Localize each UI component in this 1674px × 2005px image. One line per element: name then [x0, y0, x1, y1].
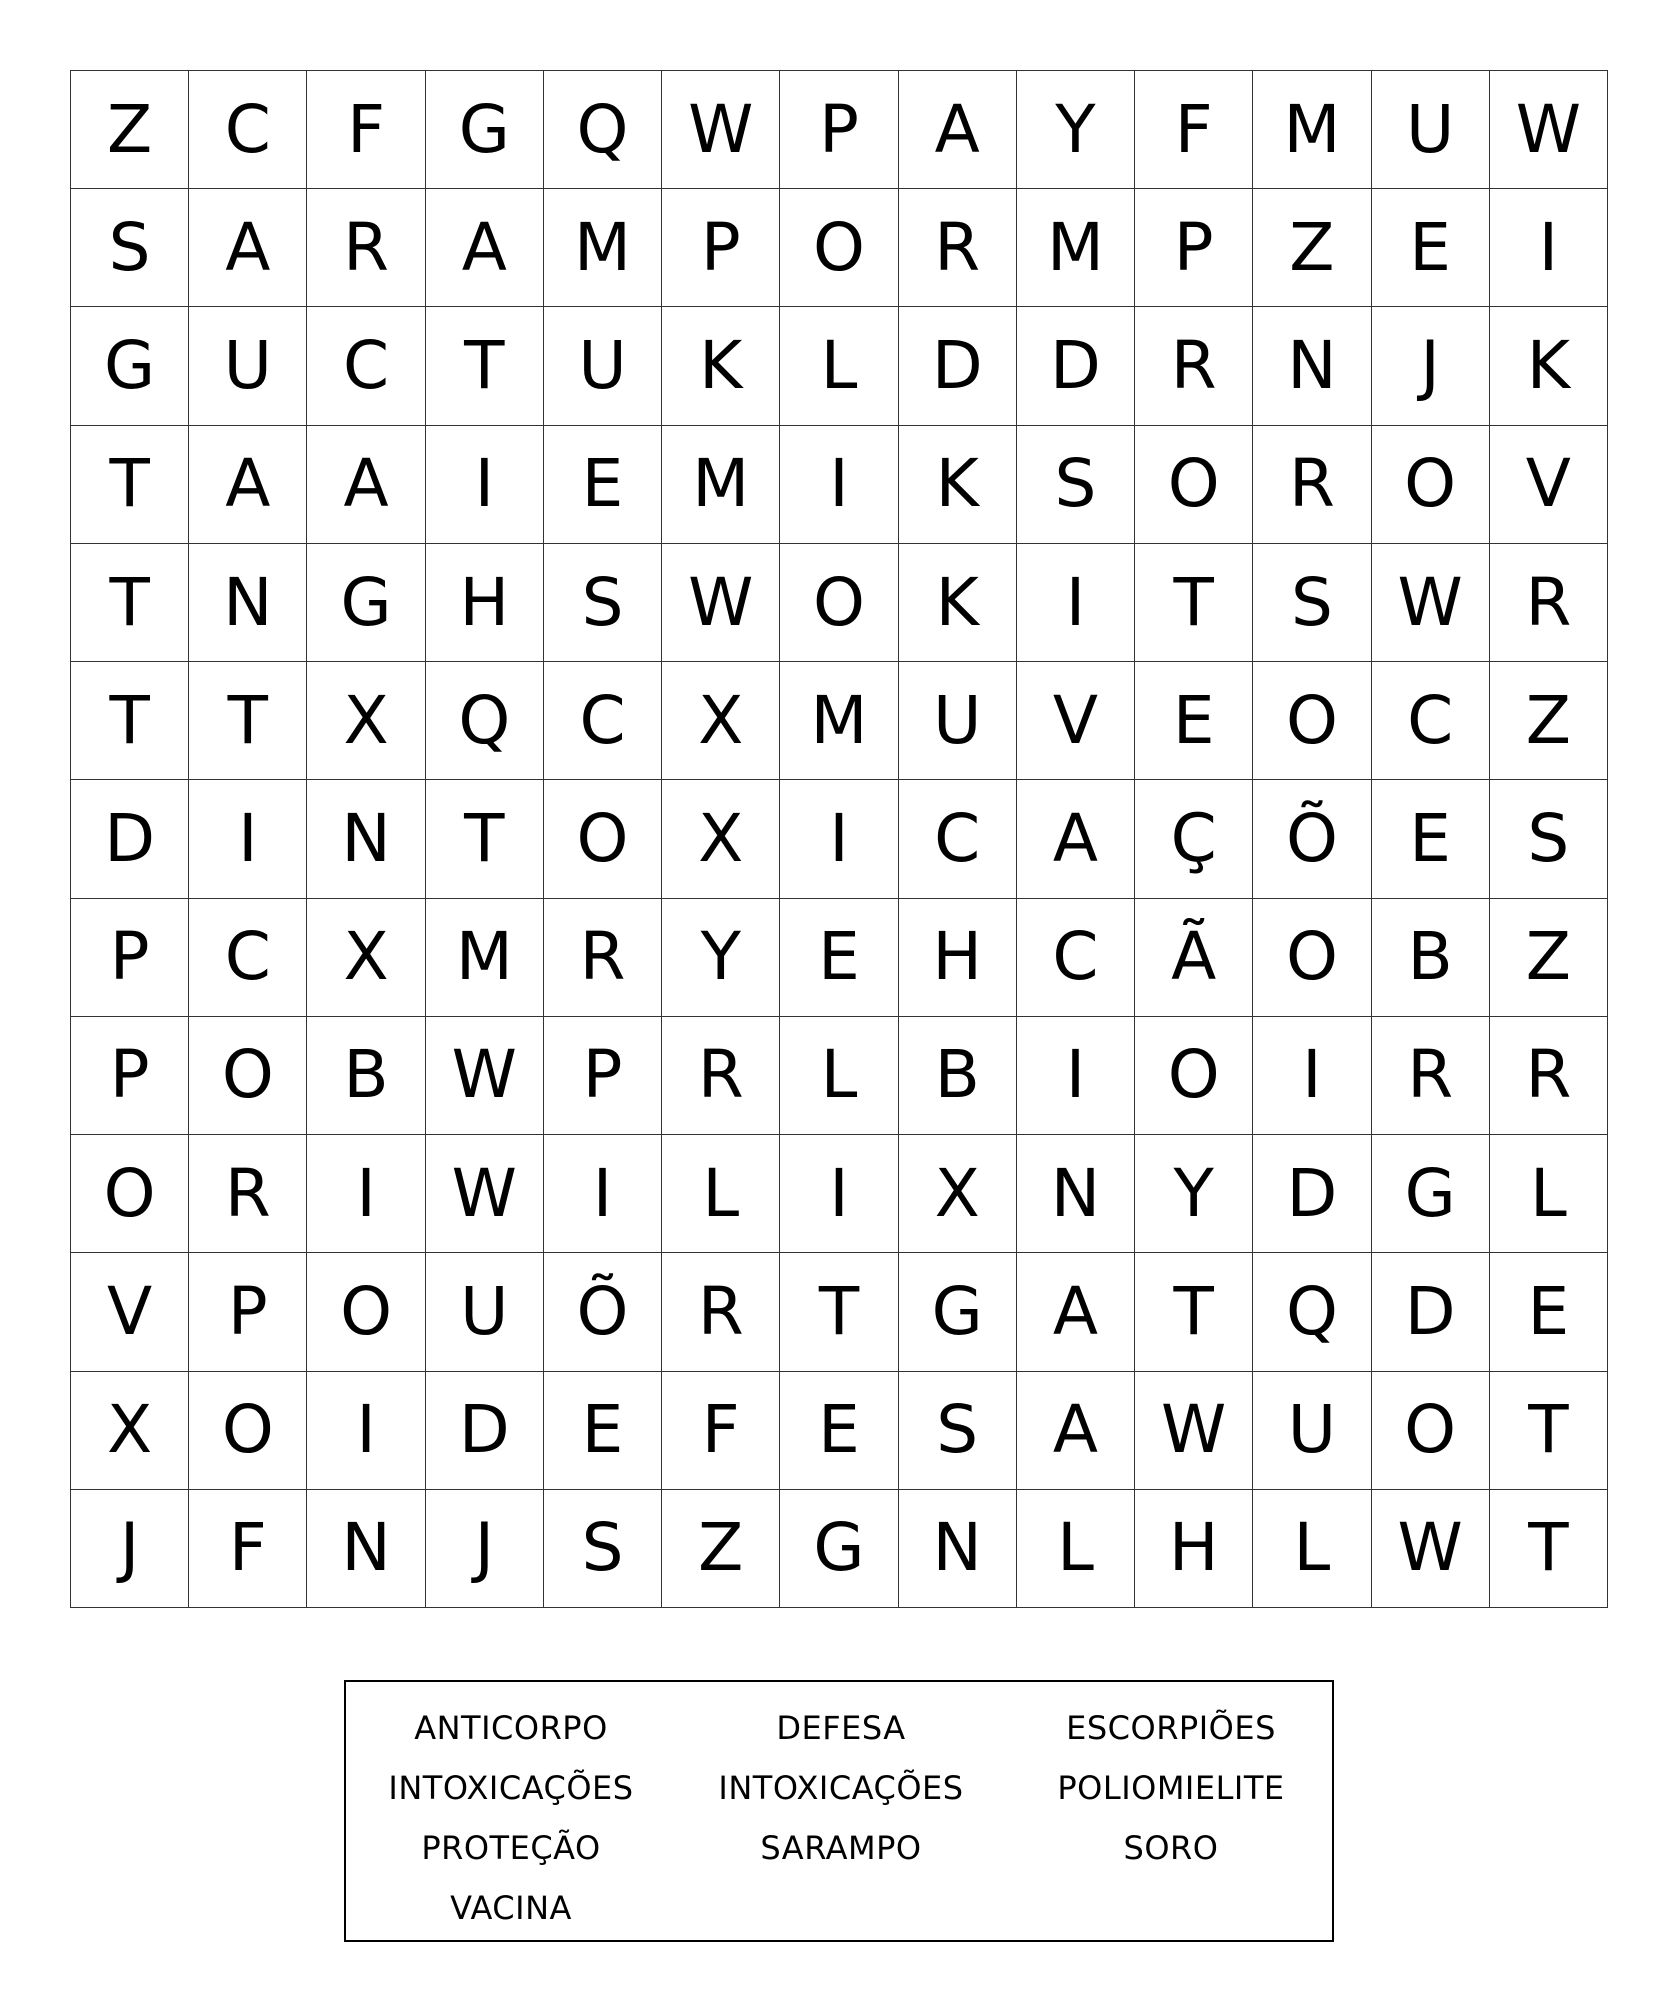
grid-cell[interactable]: R [307, 189, 425, 307]
grid-cell[interactable]: Y [1135, 1135, 1253, 1253]
grid-cell[interactable]: B [307, 1017, 425, 1135]
grid-cell[interactable]: F [1135, 71, 1253, 189]
grid-cell[interactable]: L [662, 1135, 780, 1253]
grid-cell[interactable]: J [1372, 307, 1490, 425]
grid-cell[interactable]: R [1490, 544, 1608, 662]
word-list-box [344, 1680, 1334, 1942]
grid-cell[interactable]: O [1372, 426, 1490, 544]
grid-cell[interactable]: O [1135, 426, 1253, 544]
grid-cell[interactable]: X [662, 662, 780, 780]
grid-cell[interactable]: I [189, 780, 307, 898]
grid-cell[interactable]: S [899, 1372, 1017, 1490]
grid-cell[interactable]: T [1490, 1372, 1608, 1490]
grid-cell[interactable]: C [899, 780, 1017, 898]
grid-cell[interactable]: L [1490, 1135, 1608, 1253]
grid-cell[interactable]: C [1372, 662, 1490, 780]
grid-cell[interactable]: V [1490, 426, 1608, 544]
grid-cell[interactable]: A [307, 426, 425, 544]
word-item: INTOXICAÇÕES [388, 1769, 634, 1807]
grid-cell[interactable]: D [1253, 1135, 1371, 1253]
grid-cell[interactable]: R [1135, 307, 1253, 425]
grid-cell[interactable]: X [307, 899, 425, 1017]
grid-cell[interactable]: M [780, 662, 898, 780]
grid-cell[interactable]: O [1372, 1372, 1490, 1490]
grid-cell[interactable]: H [899, 899, 1017, 1017]
grid-cell[interactable]: D [426, 1372, 544, 1490]
grid-cell[interactable]: J [71, 1490, 189, 1608]
grid-cell[interactable]: O [1253, 662, 1371, 780]
grid-cell[interactable]: S [1253, 544, 1371, 662]
grid-cell[interactable]: K [899, 426, 1017, 544]
grid-cell[interactable]: N [1017, 1135, 1135, 1253]
grid-cell[interactable]: W [1135, 1372, 1253, 1490]
word-item: SORO [1123, 1829, 1219, 1867]
grid-cell[interactable]: H [426, 544, 544, 662]
grid-cell[interactable]: C [307, 307, 425, 425]
grid-cell[interactable]: E [1135, 662, 1253, 780]
letter-grid [70, 70, 1608, 1608]
grid-cell[interactable]: A [189, 426, 307, 544]
grid-cell[interactable]: R [1253, 426, 1371, 544]
grid-cell[interactable]: P [71, 1017, 189, 1135]
grid-cell[interactable]: I [780, 780, 898, 898]
grid-cell[interactable]: T [71, 544, 189, 662]
grid-cell[interactable]: N [899, 1490, 1017, 1608]
word-column-2 [676, 1698, 1006, 1878]
grid-cell[interactable]: Q [544, 71, 662, 189]
grid-cell[interactable]: U [899, 662, 1017, 780]
grid-cell[interactable]: Z [71, 71, 189, 189]
grid-cell[interactable]: H [1135, 1490, 1253, 1608]
grid-cell[interactable]: N [307, 1490, 425, 1608]
grid-cell[interactable]: O [780, 189, 898, 307]
grid-cell[interactable]: O [1253, 899, 1371, 1017]
grid-cell[interactable]: I [1490, 189, 1608, 307]
grid-cell[interactable]: G [71, 307, 189, 425]
grid-cell[interactable]: L [780, 307, 898, 425]
grid-cell[interactable]: B [899, 1017, 1017, 1135]
grid-cell[interactable]: A [1017, 780, 1135, 898]
grid-cell[interactable]: U [426, 1253, 544, 1371]
grid-cell[interactable]: D [71, 780, 189, 898]
grid-cell[interactable]: Õ [1253, 780, 1371, 898]
grid-cell[interactable]: I [1253, 1017, 1371, 1135]
grid-cell[interactable]: Õ [544, 1253, 662, 1371]
grid-cell[interactable]: T [1135, 544, 1253, 662]
grid-cell[interactable]: A [1017, 1372, 1135, 1490]
grid-cell[interactable]: V [71, 1253, 189, 1371]
grid-cell[interactable]: E [544, 1372, 662, 1490]
grid-cell[interactable]: X [662, 780, 780, 898]
grid-cell[interactable]: Q [1253, 1253, 1371, 1371]
grid-cell[interactable]: E [780, 899, 898, 1017]
grid-cell[interactable]: O [189, 1372, 307, 1490]
grid-cell[interactable]: W [1490, 71, 1608, 189]
grid-cell[interactable]: M [1253, 71, 1371, 189]
grid-cell[interactable]: A [1017, 1253, 1135, 1371]
grid-cell[interactable]: I [426, 426, 544, 544]
grid-cell[interactable]: F [307, 71, 425, 189]
grid-cell[interactable]: E [780, 1372, 898, 1490]
grid-cell[interactable]: U [544, 307, 662, 425]
grid-cell[interactable]: M [662, 426, 780, 544]
grid-cell[interactable]: I [780, 1135, 898, 1253]
grid-cell[interactable]: G [1372, 1135, 1490, 1253]
word-column-1 [346, 1698, 676, 1938]
word-item: POLIOMIELITE [1057, 1769, 1285, 1807]
grid-cell[interactable]: Z [662, 1490, 780, 1608]
grid-cell[interactable]: R [899, 189, 1017, 307]
grid-cell[interactable]: K [899, 544, 1017, 662]
grid-cell[interactable]: E [544, 426, 662, 544]
grid-cell[interactable]: T [426, 780, 544, 898]
grid-cell[interactable]: L [1017, 1490, 1135, 1608]
grid-cell[interactable]: I [307, 1372, 425, 1490]
grid-cell[interactable]: K [1490, 307, 1608, 425]
grid-cell[interactable]: R [662, 1017, 780, 1135]
grid-cell[interactable]: R [1490, 1017, 1608, 1135]
word-item: PROTEÇÃO [421, 1829, 601, 1867]
grid-cell[interactable]: I [780, 426, 898, 544]
grid-cell[interactable]: W [662, 71, 780, 189]
grid-cell[interactable]: N [307, 780, 425, 898]
grid-cell[interactable]: X [899, 1135, 1017, 1253]
grid-cell[interactable]: X [71, 1372, 189, 1490]
grid-cell[interactable]: T [426, 307, 544, 425]
grid-cell[interactable]: T [71, 426, 189, 544]
grid-cell[interactable]: T [189, 662, 307, 780]
grid-cell[interactable]: R [189, 1135, 307, 1253]
grid-cell[interactable]: G [426, 71, 544, 189]
grid-cell[interactable]: O [780, 544, 898, 662]
grid-cell[interactable]: A [189, 189, 307, 307]
grid-cell[interactable]: E [1372, 780, 1490, 898]
grid-cell[interactable]: O [71, 1135, 189, 1253]
grid-cell[interactable]: N [189, 544, 307, 662]
word-item: INTOXICAÇÕES [718, 1769, 964, 1807]
grid-cell[interactable]: W [662, 544, 780, 662]
grid-cell[interactable]: M [544, 189, 662, 307]
grid-cell[interactable]: S [1490, 780, 1608, 898]
grid-cell[interactable]: W [426, 1135, 544, 1253]
word-column-3 [1006, 1698, 1336, 1878]
grid-cell[interactable]: F [662, 1372, 780, 1490]
word-item: VACINA [450, 1889, 572, 1927]
grid-cell[interactable]: Z [1490, 662, 1608, 780]
grid-cell[interactable]: E [1372, 189, 1490, 307]
grid-cell[interactable]: Q [426, 662, 544, 780]
grid-cell[interactable]: R [662, 1253, 780, 1371]
grid-cell[interactable]: C [189, 71, 307, 189]
grid-cell[interactable]: S [544, 1490, 662, 1608]
grid-cell[interactable]: Y [1017, 71, 1135, 189]
grid-cell[interactable]: O [307, 1253, 425, 1371]
grid-cell[interactable]: I [544, 1135, 662, 1253]
grid-cell[interactable]: O [1135, 1017, 1253, 1135]
grid-cell[interactable]: J [426, 1490, 544, 1608]
word-item: SARAMPO [760, 1829, 922, 1867]
grid-cell[interactable]: W [426, 1017, 544, 1135]
grid-cell[interactable]: R [1372, 1017, 1490, 1135]
grid-cell[interactable]: P [71, 899, 189, 1017]
grid-cell[interactable]: P [544, 1017, 662, 1135]
grid-cell[interactable]: L [1253, 1490, 1371, 1608]
grid-cell[interactable]: M [1017, 189, 1135, 307]
grid-cell[interactable]: P [189, 1253, 307, 1371]
grid-cell[interactable]: V [1017, 662, 1135, 780]
grid-cell[interactable]: P [662, 189, 780, 307]
grid-cell[interactable]: N [1253, 307, 1371, 425]
grid-cell[interactable]: S [71, 189, 189, 307]
grid-cell[interactable]: I [1017, 1017, 1135, 1135]
grid-cell[interactable]: T [1490, 1490, 1608, 1608]
grid-cell[interactable]: C [544, 662, 662, 780]
grid-cell[interactable]: U [1253, 1372, 1371, 1490]
grid-cell[interactable]: W [1372, 544, 1490, 662]
grid-cell[interactable]: F [189, 1490, 307, 1608]
grid-cell[interactable]: G [780, 1490, 898, 1608]
grid-cell[interactable]: U [189, 307, 307, 425]
grid-cell[interactable]: P [1135, 189, 1253, 307]
grid-cell[interactable]: E [1490, 1253, 1608, 1371]
grid-cell[interactable]: L [780, 1017, 898, 1135]
grid-cell[interactable]: S [544, 544, 662, 662]
grid-cell[interactable]: B [1372, 899, 1490, 1017]
grid-cell[interactable]: Ã [1135, 899, 1253, 1017]
grid-cell[interactable]: D [1372, 1253, 1490, 1371]
grid-cell[interactable]: G [899, 1253, 1017, 1371]
word-item: ANTICORPO [414, 1709, 608, 1747]
word-item: ESCORPIÕES [1066, 1709, 1276, 1747]
grid-cell[interactable]: C [1017, 899, 1135, 1017]
grid-cell[interactable]: M [426, 899, 544, 1017]
grid-cell[interactable]: K [662, 307, 780, 425]
grid-cell[interactable]: T [1135, 1253, 1253, 1371]
grid-cell[interactable]: D [1017, 307, 1135, 425]
grid-cell[interactable]: A [426, 189, 544, 307]
grid-cell[interactable]: S [1017, 426, 1135, 544]
grid-cell[interactable]: R [544, 899, 662, 1017]
grid-cell[interactable]: T [71, 662, 189, 780]
grid-cell[interactable]: A [899, 71, 1017, 189]
grid-cell[interactable]: P [780, 71, 898, 189]
grid-cell[interactable]: I [307, 1135, 425, 1253]
grid-cell[interactable]: X [307, 662, 425, 780]
grid-cell[interactable]: O [544, 780, 662, 898]
grid-cell[interactable]: D [899, 307, 1017, 425]
grid-cell[interactable]: T [780, 1253, 898, 1371]
grid-cell[interactable]: G [307, 544, 425, 662]
grid-cell[interactable]: O [189, 1017, 307, 1135]
grid-cell[interactable]: I [1017, 544, 1135, 662]
grid-cell[interactable]: U [1372, 71, 1490, 189]
grid-cell[interactable]: Z [1490, 899, 1608, 1017]
grid-cell[interactable]: W [1372, 1490, 1490, 1608]
grid-cell[interactable]: Z [1253, 189, 1371, 307]
word-item: DEFESA [776, 1709, 906, 1747]
grid-cell[interactable]: Y [662, 899, 780, 1017]
grid-cell[interactable]: C [189, 899, 307, 1017]
grid-cell[interactable]: Ç [1135, 780, 1253, 898]
